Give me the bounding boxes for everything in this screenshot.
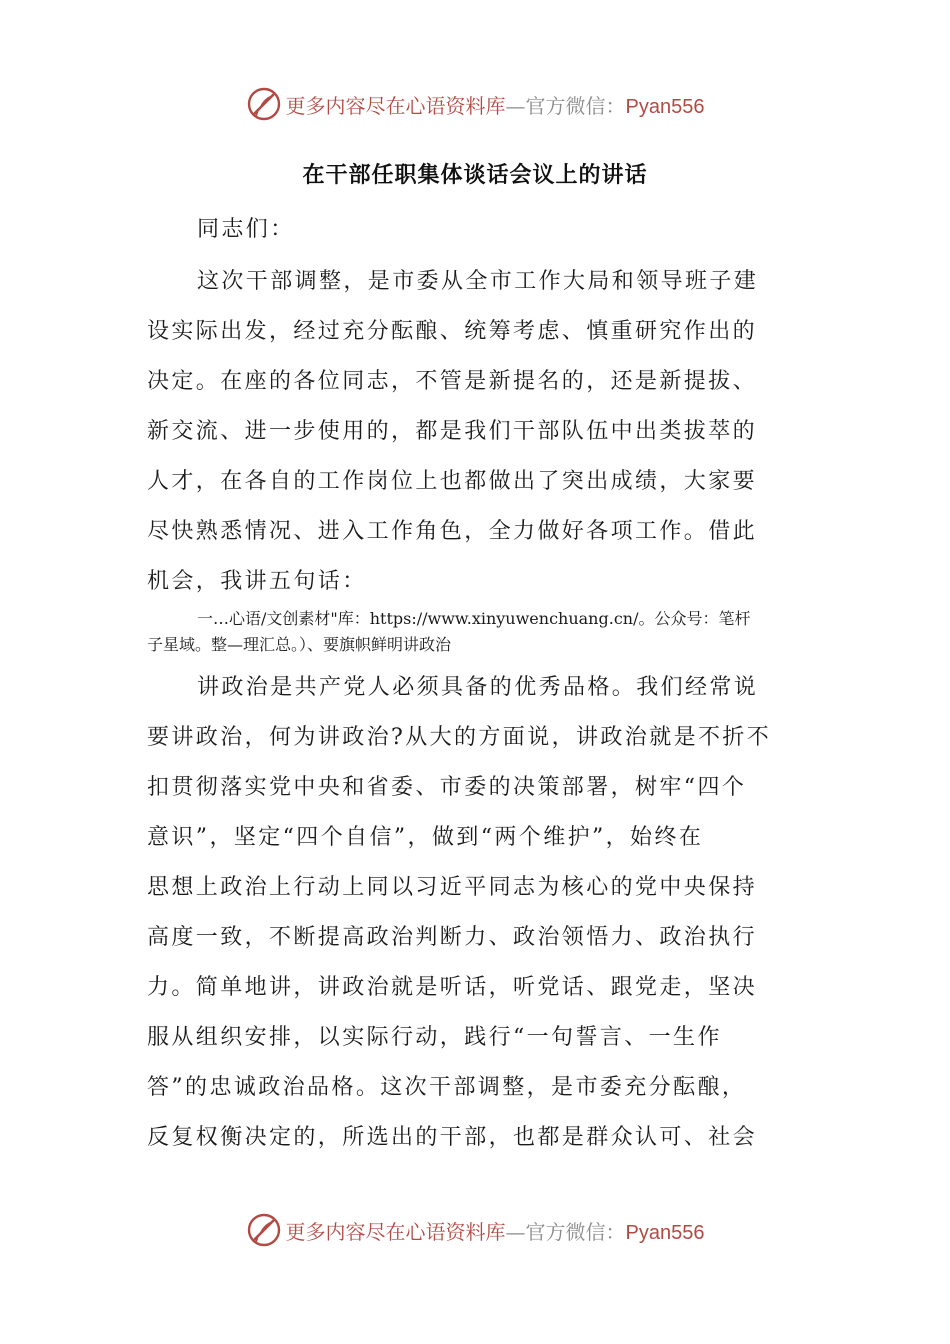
banner-prefix: 更多内容尽在心语资料库 [285,1219,506,1244]
para2-line: 要讲政治，何为讲政治?从大的方面说，讲政治就是不折不 [147,725,772,750]
quill-logo-icon [246,86,282,122]
banner-wechat-id: Pyan556 [625,1221,705,1244]
para2-line: 答”的忠诚政治品格。这次干部调整，是市委充分酝酿， [147,1075,747,1100]
banner-dash: — [505,1219,526,1244]
para1-line: 尽快熟悉情况、进入工作角色，全力做好各项工作。借此 [147,519,758,544]
heading-note-line: 一…心语/文创素材"库：https://www.xinyuwenchuang.cn/。公众号：笔杆 [197,609,751,628]
para1-line: 人才，在各自的工作岗位上也都做出了突出成绩，大家要 [147,469,758,494]
banner-prefix: 更多内容尽在心语资料库 [285,93,506,118]
para2-line: 高度一致，不断提高政治判断力、政治领悟力、政治执行 [147,925,758,950]
banner-dash: — [505,93,526,118]
para2-line: 力。简单地讲，讲政治就是听话，听党话、跟党走，坚决 [147,975,758,1000]
quill-logo-icon [246,1212,282,1248]
para2-line: 思想上政治上行动上同以习近平同志为核心的党中央保持 [147,875,758,900]
para2-line: 扣贯彻落实党中央和省委、市委的决策部署，树牢“四个 [147,775,747,800]
para1-line: 新交流、进一步使用的，都是我们干部队伍中出类拔萃的 [147,419,758,444]
salutation: 同志们： [197,217,295,242]
banner-official: 官方微信： [525,1219,626,1244]
heading-note-line: 子星域。整—理汇总。）、要旗帜鲜明讲政治 [147,635,452,654]
document-title: 在干部任职集体谈话会议上的讲话 [302,163,648,188]
para2-line: 讲政治是共产党人必须具备的优秀品格。我们经常说 [197,675,759,700]
para1-line: 设实际出发，经过充分酝酿、统筹考虑、慎重研究作出的 [147,319,758,344]
banner-text [286,90,705,119]
para2-line: 反复权衡决定的，所选出的干部，也都是群众认可、社会 [147,1125,758,1150]
footer-banner [0,1208,950,1252]
banner-official: 官方微信： [525,93,626,118]
para1-line: 这次干部调整，是市委从全市工作大局和领导班子建 [197,269,759,294]
banner-text [286,1216,705,1245]
para2-line: 服从组织安排，以实际行动，践行“一句誓言、一生作 [147,1025,722,1050]
para1-line: 决定。在座的各位同志，不管是新提名的，还是新提拔、 [147,369,758,394]
para1-line: 机会，我讲五句话： [147,569,367,594]
banner-wechat-id: Pyan556 [625,95,705,118]
header-banner [0,82,950,126]
para2-line: 意识”，坚定“四个自信”，做到“两个维护”，始终在 [147,825,704,850]
